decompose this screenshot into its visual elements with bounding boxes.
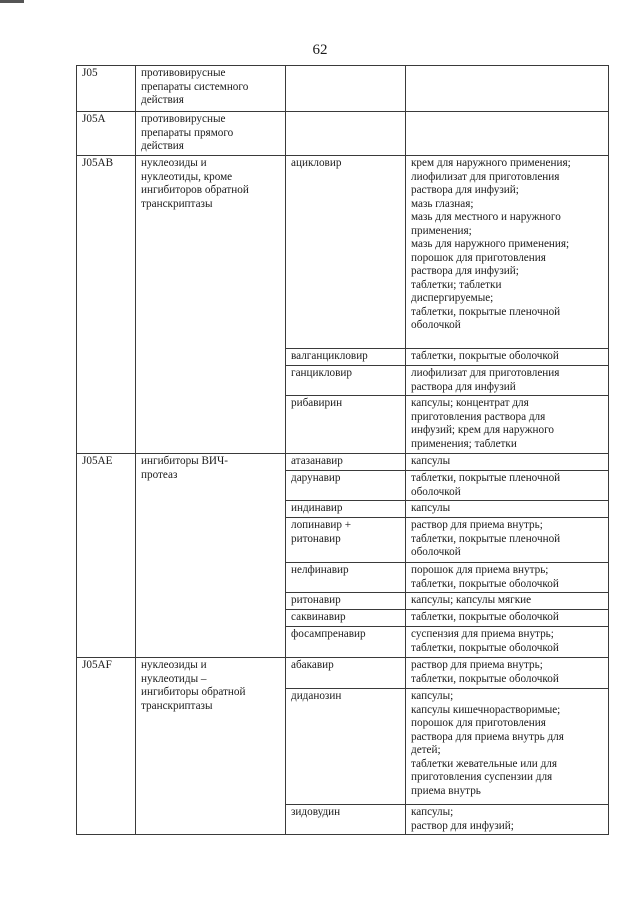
group-name-cell: нуклеозиды и нуклеотиды, кроме ингибиторов обратной транскриптазы [136, 156, 286, 454]
table-row [77, 66, 609, 112]
table-row [77, 658, 609, 689]
dosage-form-cell: крем для наружного применения; лиофилизат для приготовления раствора для инфузий; мазь глазная; мазь для местного и наружного применения; мазь для наружного применения; порошок для приготовления раствора для инфузий; таблетки; таблетки диспергируемые; таблетки, покрытые пленочной оболочкой [406, 156, 609, 349]
dosage-form-cell: лиофилизат для приготовления раствора для инфузий [406, 366, 609, 396]
drug-name-cell: фосампренавир [286, 627, 406, 658]
dosage-form-cell: капсулы; капсулы кишечнорастворимые; порошок для приготовления раствора для приема внутрь для детей; таблетки жевательные или для приготовления суспензии для приема внутрь [406, 689, 609, 805]
page-number: 62 [312, 42, 328, 58]
drug-name-cell: индинавир [286, 501, 406, 518]
dosage-form-cell: капсулы [406, 501, 609, 518]
drug-name-cell: зидовудин [286, 805, 406, 835]
table-row [77, 156, 609, 349]
group-name-cell: нуклеозиды и нуклеотиды – ингибиторы обратной транскриптазы [136, 658, 286, 835]
drug-classification-table [76, 65, 609, 835]
atc-code-cell: J05AE [77, 454, 136, 658]
atc-code-cell: J05AB [77, 156, 136, 454]
dosage-form-cell: капсулы [406, 454, 609, 471]
drug-name-cell: ацикловир [286, 156, 406, 349]
dosage-form-cell: капсулы; раствор для инфузий; [406, 805, 609, 835]
drug-name-cell: рибавирин [286, 396, 406, 454]
dosage-form-cell: капсулы; концентрат для приготовления раствора для инфузий; крем для наружного применения; таблетки [406, 396, 609, 454]
drug-name-cell: ритонавир [286, 593, 406, 610]
atc-code-cell: J05A [77, 112, 136, 156]
group-name-cell: ингибиторы ВИЧ- протеаз [136, 454, 286, 658]
drug-name-cell: диданозин [286, 689, 406, 805]
dosage-form-cell: раствор для приема внутрь; таблетки, покрытые пленочной оболочкой [406, 518, 609, 563]
drug-name-cell: ганцикловир [286, 366, 406, 396]
drug-name-cell: лопинавир + ритонавир [286, 518, 406, 563]
table-row [77, 454, 609, 471]
dosage-form-cell: таблетки, покрытые оболочкой [406, 349, 609, 366]
dosage-form-cell: суспензия для приема внутрь; таблетки, покрытые оболочкой [406, 627, 609, 658]
drug-name-cell: абакавир [286, 658, 406, 689]
group-name-cell: противовирусные препараты прямого действия [136, 112, 286, 156]
atc-code-cell: J05AF [77, 658, 136, 835]
table-row [77, 112, 609, 156]
dosage-form-cell: раствор для приема внутрь; таблетки, покрытые оболочкой [406, 658, 609, 689]
dosage-form-cell: таблетки, покрытые оболочкой [406, 610, 609, 627]
drug-name-cell: саквинавир [286, 610, 406, 627]
drug-name-cell [286, 66, 406, 112]
dosage-form-cell [406, 112, 609, 156]
drug-name-cell: нелфинавир [286, 563, 406, 593]
drug-name-cell: валганцикловир [286, 349, 406, 366]
dosage-form-cell [406, 66, 609, 112]
scan-corner-mark [0, 0, 24, 3]
group-name-cell: противовирусные препараты системного действия [136, 66, 286, 112]
drug-name-cell: дарунавир [286, 471, 406, 501]
drug-name-cell: атазанавир [286, 454, 406, 471]
dosage-form-cell: таблетки, покрытые пленочной оболочкой [406, 471, 609, 501]
dosage-form-cell: капсулы; капсулы мягкие [406, 593, 609, 610]
atc-code-cell: J05 [77, 66, 136, 112]
dosage-form-cell: порошок для приема внутрь; таблетки, покрытые оболочкой [406, 563, 609, 593]
drug-name-cell [286, 112, 406, 156]
